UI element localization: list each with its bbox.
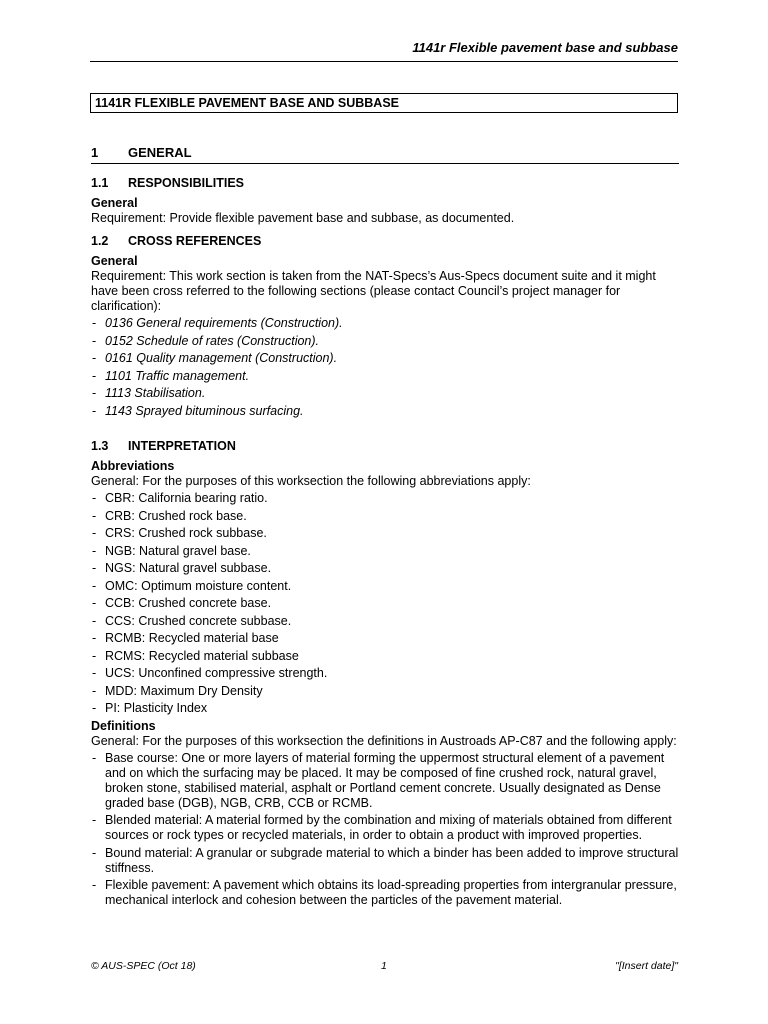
list-item: - NGB: Natural gravel base.: [91, 544, 679, 559]
page-number: 1: [381, 960, 387, 972]
subsection-number: 1.3: [91, 439, 109, 453]
list-item: - 1143 Sprayed bituminous surfacing.: [91, 404, 679, 419]
list-item: - 0136 General requirements (Construction).: [91, 316, 679, 331]
subsection-heading-cross-references: [91, 234, 679, 249]
list-item: - Base course: One or more layers of material forming the uppermost structural element of a pavement and on which the surfacing may be placed. It may be composed of fine crushed rock, natural gravel, broken stone, stabilised material, asphalt or Portland cement concrete. Usually designated as Dense graded base (DGB), NGB, CRB, CCB or RCMB.: [91, 751, 679, 811]
list-item: - CBR: California bearing ratio.: [91, 491, 679, 506]
list-item: - 1113 Stabilisation.: [91, 386, 679, 401]
list-item: - RCMS: Recycled material subbase: [91, 649, 679, 664]
section-heading-general: [91, 145, 679, 164]
clause-heading-definitions: Definitions: [91, 718, 156, 733]
list-item: - PI: Plasticity Index: [91, 701, 679, 716]
subsection-heading-interpretation: [91, 439, 679, 454]
section-title: GENERAL: [128, 145, 192, 160]
clause-text: Requirement: This work section is taken from the NAT-Specs’s Aus-Specs document suite and it might have been cross referred to the following sections (please contact Council’s project manager for clarification):: [91, 269, 656, 313]
footer-copyright: © AUS-SPEC (Oct 18): [91, 960, 196, 972]
subsection-number: 1.1: [91, 176, 109, 190]
clause-text: General: For the purposes of this worksection the following abbreviations apply:: [91, 474, 531, 488]
list-item: - CRB: Crushed rock base.: [91, 509, 679, 524]
clause-text: General: For the purposes of this worksection the definitions in Austroads AP-C87 and the following apply:: [91, 733, 677, 748]
section-number: 1: [91, 145, 99, 160]
document-body: [91, 145, 679, 911]
list-item: - 1101 Traffic management.: [91, 369, 679, 384]
subsection-heading-responsibilities: [91, 176, 679, 191]
list-item: - 0161 Quality management (Construction).: [91, 351, 679, 366]
definition-list: [91, 751, 679, 909]
clause-text: Requirement: Provide flexible pavement base and subbase, as documented.: [91, 211, 515, 225]
document-title: 1141R FLEXIBLE PAVEMENT BASE AND SUBBASE: [90, 93, 678, 113]
list-item: - 0152 Schedule of rates (Construction).: [91, 334, 679, 349]
subsection-number: 1.2: [91, 234, 109, 248]
subsection-title: CROSS REFERENCES: [128, 234, 262, 248]
clause-heading: General: [91, 254, 138, 268]
subsection-title: INTERPRETATION: [128, 439, 236, 453]
list-item: - MDD: Maximum Dry Density: [91, 684, 679, 699]
list-item: - OMC: Optimum moisture content.: [91, 579, 679, 594]
footer-date: "[Insert date]": [615, 960, 678, 972]
list-item: - CCS: Crushed concrete subbase.: [91, 614, 679, 629]
list-item: - Flexible pavement: A pavement which obtains its load-spreading properties from intergranular pressure, mechanical interlock and cohesion between the particles of the pavement material.: [91, 878, 679, 908]
list-item: - UCS: Unconfined compressive strength.: [91, 666, 679, 681]
list-item: - Blended material: A material formed by the combination and mixing of materials obtained from different sources or rock types or recycled materials, in order to obtain a product with improved properties.: [91, 813, 679, 843]
header-rule: [90, 61, 678, 62]
subsection-title: RESPONSIBILITIES: [128, 176, 244, 190]
list-item: - CCB: Crushed concrete base.: [91, 596, 679, 611]
page-footer: [91, 960, 678, 972]
running-header: 1141r Flexible pavement base and subbase: [412, 40, 678, 55]
abbreviation-list: [91, 491, 679, 716]
list-item: - Bound material: A granular or subgrade material to which a binder has been added to improve structural stiffness.: [91, 846, 679, 876]
clause-heading: General: [91, 196, 138, 210]
list-item: - CRS: Crushed rock subbase.: [91, 526, 679, 541]
list-item: - RCMB: Recycled material base: [91, 631, 679, 646]
clause-heading-abbreviations: Abbreviations: [91, 459, 175, 473]
cross-reference-list: [91, 316, 679, 419]
list-item: - NGS: Natural gravel subbase.: [91, 561, 679, 576]
